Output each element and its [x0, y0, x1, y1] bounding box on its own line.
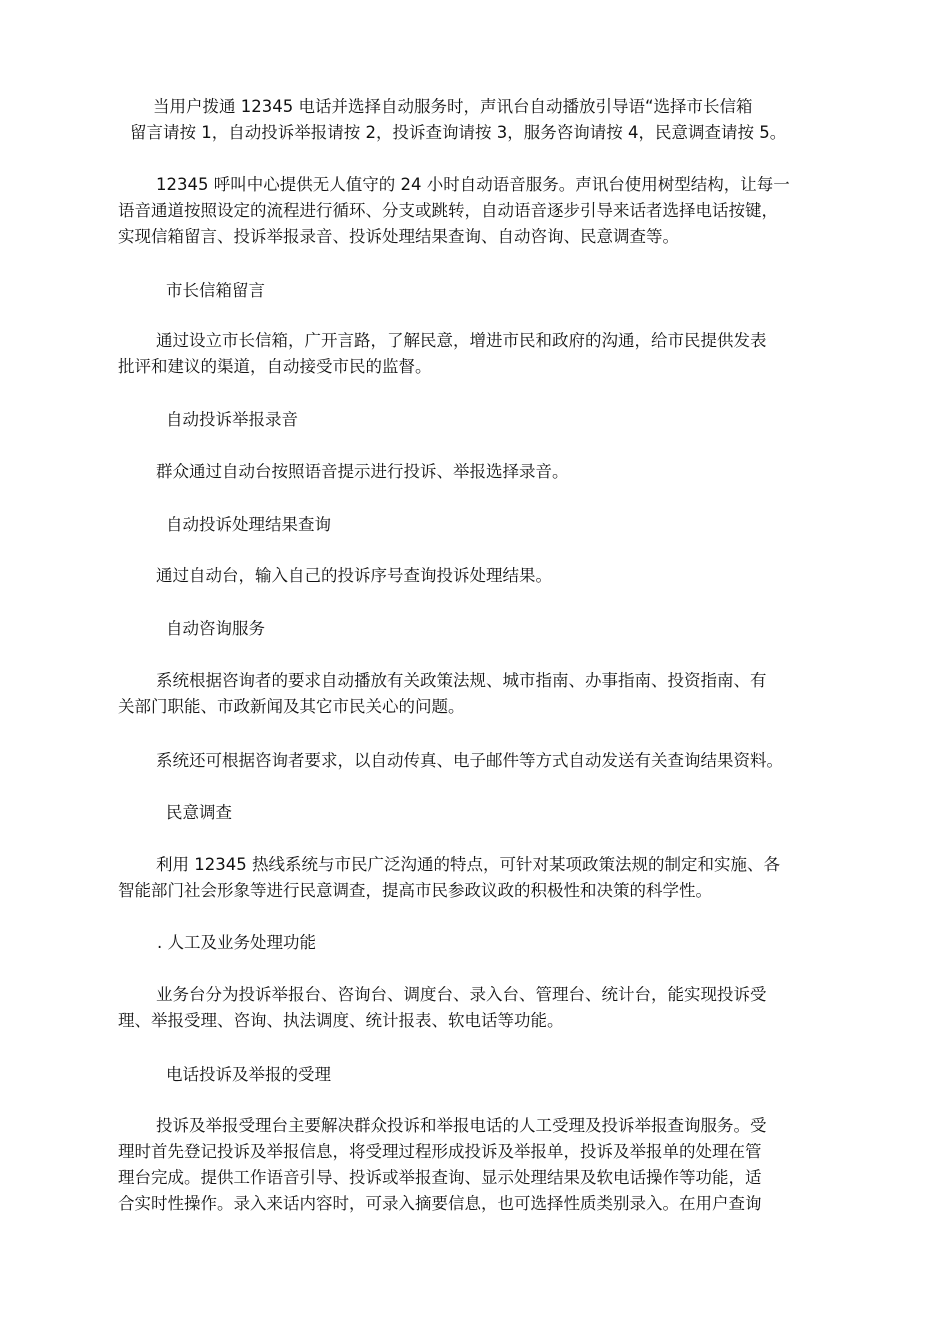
text-line: 系统还可根据咨询者要求，以自动传真、电子邮件等方式自动发送有关查询结果资料。: [156, 751, 783, 770]
section-heading: 民意调查: [166, 803, 232, 822]
text-line: 利用 12345 热线系统与市民广泛沟通的特点，可针对某项政策法规的制定和实施、各: [156, 855, 780, 874]
result-query-paragraph: [118, 563, 830, 589]
text-line: 智能部门社会形象等进行民意调查，提高市民参政议政的积极性和决策的科学性。: [118, 881, 712, 900]
text-line: 理时首先登记投诉及举报信息，将受理过程形成投诉及举报单，投诉及举报单的处理在管: [118, 1142, 762, 1161]
section-heading: 电话投诉及举报的受理: [166, 1065, 331, 1084]
complaint-recording-paragraph: [118, 459, 830, 485]
consulting-paragraph: [118, 668, 830, 720]
text-line: 群众通过自动台按照语音提示进行投诉、举报选择录音。: [156, 462, 569, 481]
section-heading: 自动咨询服务: [166, 619, 265, 638]
text-line: 当用户拨通 12345 电话并选择自动服务时，声讯台自动播放引导语“选择市长信箱: [153, 97, 753, 116]
overview-paragraph: [118, 172, 830, 250]
text-line: 通过设立市长信箱，广开言路，了解民意，增进市民和政府的沟通，给市民提供发表: [156, 331, 767, 350]
text-line: 留言请按 1，自动投诉举报请按 2，投诉查询请按 3，服务咨询请按 4，民意调查请按 5。: [130, 123, 787, 142]
section-heading: . 人工及业务处理功能: [157, 933, 316, 952]
text-line: 12345 呼叫中心提供无人值守的 24 小时自动语音服务。声讯台使用树型结构，让每一: [156, 175, 790, 194]
consulting-extra-paragraph: [118, 748, 830, 774]
manual-paragraph: [118, 982, 830, 1034]
text-line: 合实时性操作。录入来话内容时，可录入摘要信息，也可选择性质类别录入。在用户查询: [118, 1194, 762, 1213]
text-line: 实现信箱留言、投诉举报录音、投诉处理结果查询、自动咨询、民意调查等。: [118, 227, 679, 246]
text-line: 批评和建议的渠道，自动接受市民的监督。: [118, 357, 432, 376]
survey-paragraph: [118, 852, 830, 904]
section-heading: 自动投诉处理结果查询: [166, 515, 331, 534]
text-line: 系统根据咨询者的要求自动播放有关政策法规、城市指南、办事指南、投资指南、有: [156, 671, 767, 690]
mailbox-paragraph: [118, 328, 830, 380]
phone-complaints-paragraph: [118, 1113, 830, 1217]
text-line: 语音通道按照设定的流程进行循环、分支或跳转，自动语音逐步引导来话者选择电话按键，: [118, 201, 778, 220]
text-line: 理、举报受理、咨询、执法调度、统计报表、软电话等功能。: [118, 1011, 564, 1030]
text-line: 通过自动台，输入自己的投诉序号查询投诉处理结果。: [156, 566, 552, 585]
intro-paragraph: [118, 94, 830, 146]
text-line: 投诉及举报受理台主要解决群众投诉和举报电话的人工受理及投诉举报查询服务。受: [156, 1116, 767, 1135]
text-line: 理台完成。提供工作语音引导、投诉或举报查询、显示处理结果及软电话操作等功能，适: [118, 1168, 762, 1187]
text-line: 业务台分为投诉举报台、咨询台、调度台、录入台、管理台、统计台，能实现投诉受: [156, 985, 767, 1004]
section-heading: 市长信箱留言: [166, 281, 265, 300]
section-heading: 自动投诉举报录音: [166, 410, 298, 429]
text-line: 关部门职能、市政新闻及其它市民关心的问题。: [118, 697, 465, 716]
